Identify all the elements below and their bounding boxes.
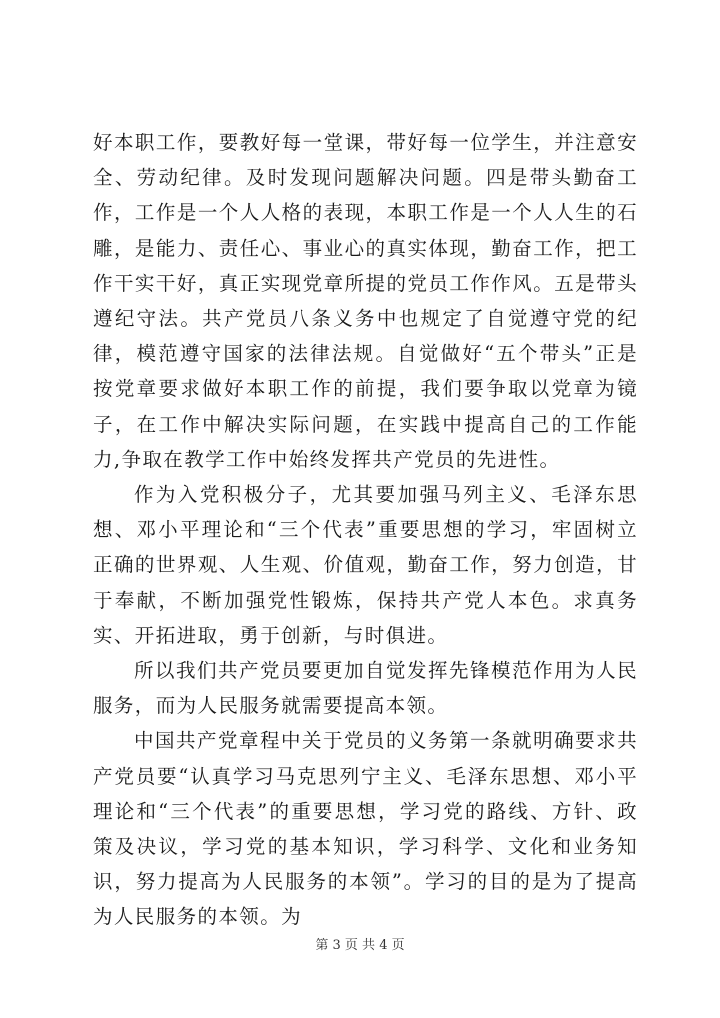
paragraph-4: 中国共产党章程中关于党员的义务第一条就明确要求共产党员要“认真学习马克思列宁主义、毛泽东思想、邓小平理论和“三个代表”的重要思想，学习党的路线、方针、政策及决议，学习党的基本知识，学习科学、文化和业务知识，努力提高为人民服务的本领”。学习的目的是为了提高为人民服务的本领。为: [93, 729, 638, 929]
paragraph-3: 所以我们共产党员要更加自觉发挥先锋模范作用为人民服务，而为人民服务就需要提高本领。: [93, 659, 638, 718]
paragraph-1: 好本职工作，要教好每一堂课，带好每一位学生，并注意安全、劳动纪律。及时发现问题解决问题。四是带头勤奋工作，工作是一个人人格的表现，本职工作是一个人人生的石雕，是能力、责任心、事业心的真实体现，勤奋工作，把工作干实干好，真正实现党章所提的党员工作作风。五是带头遵纪守法。共产党员八条义务中也规定了自觉遵守党的纪律，模范遵守国家的法律法规。自觉做好“五个带头”正是按党章要求做好本职工作的前提，我们要争取以党章为镜子，在工作中解决实际问题，在实践中提高自己的工作能力,争取在教学工作中始终发挥共产党员的先进性。: [93, 131, 638, 471]
body-text: [93, 125, 638, 935]
paragraph-2: 作为入党积极分子，尤其要加强马列主义、毛泽东思想、邓小平理论和“三个代表”重要思想的学习，牢固树立正确的世界观、人生观、价值观，勤奋工作，努力创造，甘于奉献，不断加强党性锻炼，保持共产党人本色。求真务实、开拓进取，勇于创新，与时俱进。: [93, 483, 638, 647]
page-number-footer: 第 3 页 共 4 页: [315, 938, 405, 953]
